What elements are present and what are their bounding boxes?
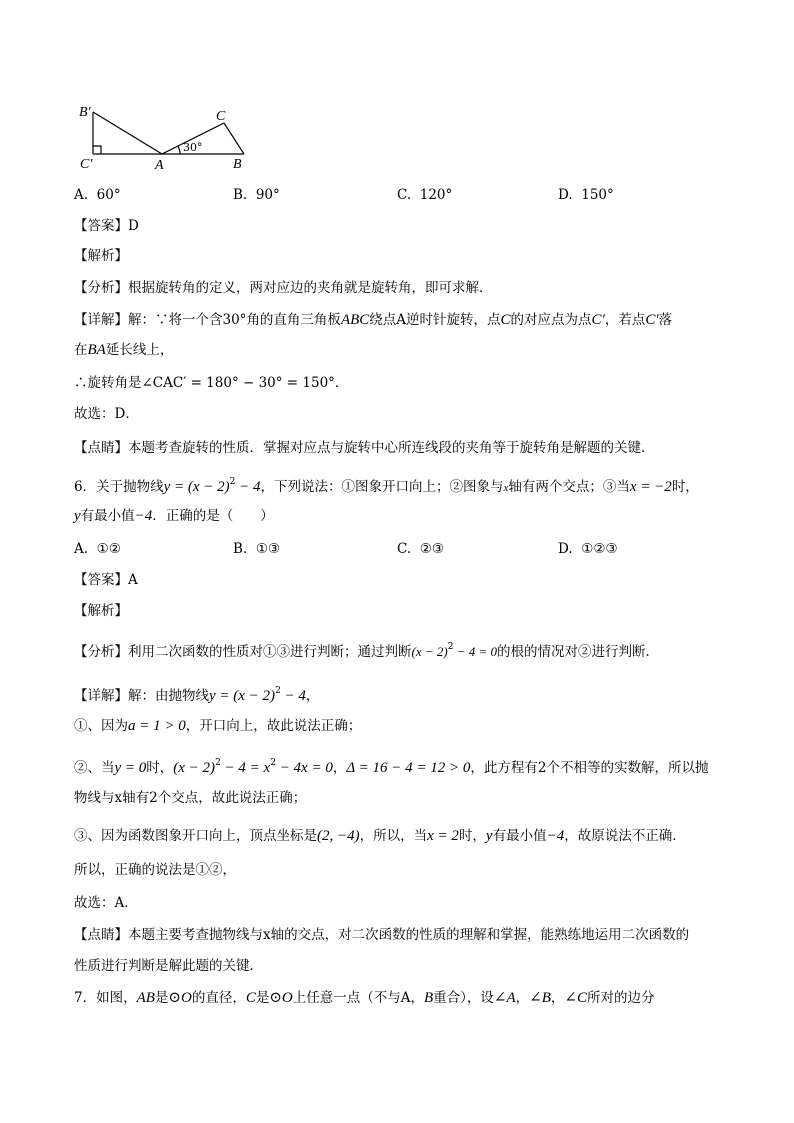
q6-fenxi: 【分析】利用二次函数的性质对①③进行判断；通过判断$(x - 2)^2 - 4 = 0$的根的情况对②进行判断． [74, 642, 659, 660]
label-angle: 30° [183, 141, 203, 154]
q6-dianjing-line-2: 性质进行判断是解此题的关键． [74, 958, 263, 974]
q6-detail-line-5: ③、因为函数图象开口向上，顶点坐标是(2, −4)，所以，当x = 2时，y有最小值−4，故原说法不正确． [74, 828, 686, 844]
q5-dianjing: 【点睛】本题考查旋转的性质．掌握对应点与旋转中心所连线段的夹角等于旋转角是解题的关键． [74, 440, 655, 456]
q5-answer: 【答案】D [74, 218, 139, 234]
q6-detail-line-2: ①、因为a = 1 > 0，开口向上，故此说法正确； [74, 718, 362, 734]
segment-c-b [224, 123, 244, 154]
segment-b-prime-a [93, 112, 162, 154]
q5-analysis-heading: 【解析】 [74, 248, 128, 264]
q5-option-a: A. 60° [74, 187, 121, 203]
q6-option-c: C. ②③ [397, 541, 444, 557]
q6-detail-line-3: ②、当y = 0时，$(x - 2)^2 - 4 = x^2 - 4x = 0$，Δ = 16 − 4 = 12 > 0，此方程有2个不相等的实数解，所以抛 [74, 758, 709, 776]
q6-option-d: D. ①②③ [558, 541, 618, 557]
label-b: B [233, 157, 242, 172]
q6-option-b: B. ①③ [233, 541, 281, 557]
q6-dianjing-line-1: 【点睛】本题主要考查抛物线与x轴的交点，对二次函数的性质的理解和掌握，能熟练地运用二次函数的 [74, 927, 690, 943]
right-angle-mark [93, 146, 101, 154]
q6-detail-line-1: 【详解】解：由抛物线$y = (x - 2)^2 - 4$， [74, 686, 320, 704]
label-c-prime: C′ [80, 157, 93, 172]
angle-arc [178, 146, 180, 154]
q6-analysis-heading: 【解析】 [74, 603, 128, 619]
q6-answer: 【答案】A [74, 572, 138, 588]
label-b-prime: B′ [79, 105, 91, 120]
q5-option-c: C. 120° [397, 187, 453, 203]
rotation-figure [76, 104, 256, 176]
q5-detail-line-2: 在BA延长线上， [74, 342, 174, 358]
q6-detail-line-4: 物线与x轴有2个交点，故此说法正确； [74, 790, 307, 806]
q5-detail-line-4: 故选：D． [74, 406, 139, 422]
label-a: A [155, 158, 164, 173]
q6-stem-line-2: y有最小值−4．正确的是（ ） [74, 508, 274, 524]
q5-detail-line-1: 【详解】解：∵将一个含30°角的直角三角板ABC绕点A逆时针旋转，点C的对应点为点C′，若点C′落 [74, 312, 673, 328]
q5-detail-line-3: ∴旋转角是∠CAC′ = 180° − 30° = 150°． [74, 375, 349, 391]
q5-fenxi: 【分析】根据旋转角的定义，两对应边的夹角就是旋转角，即可求解． [74, 280, 493, 296]
q6-detail-line-7: 故选：A． [74, 895, 138, 911]
label-c: C [216, 109, 226, 124]
q5-option-d: D. 150° [558, 187, 614, 203]
q6-detail-line-6: 所以，正确的说法是①②， [74, 862, 236, 878]
q7-stem: 7．如图，AB是⊙O的直径，C是⊙O上任意一点（不与A，B重合），设∠A，∠B，∠C所对的边分 [74, 990, 655, 1006]
q6-stem-line-1: 6．关于抛物线$y = (x - 2)^2 - 4$，下列说法：①图象开口向上；②图象与x轴有两个交点；③当x = −2时， [74, 477, 699, 495]
q5-option-b: B. 90° [233, 187, 280, 203]
q6-option-a: A. ①② [74, 541, 121, 557]
